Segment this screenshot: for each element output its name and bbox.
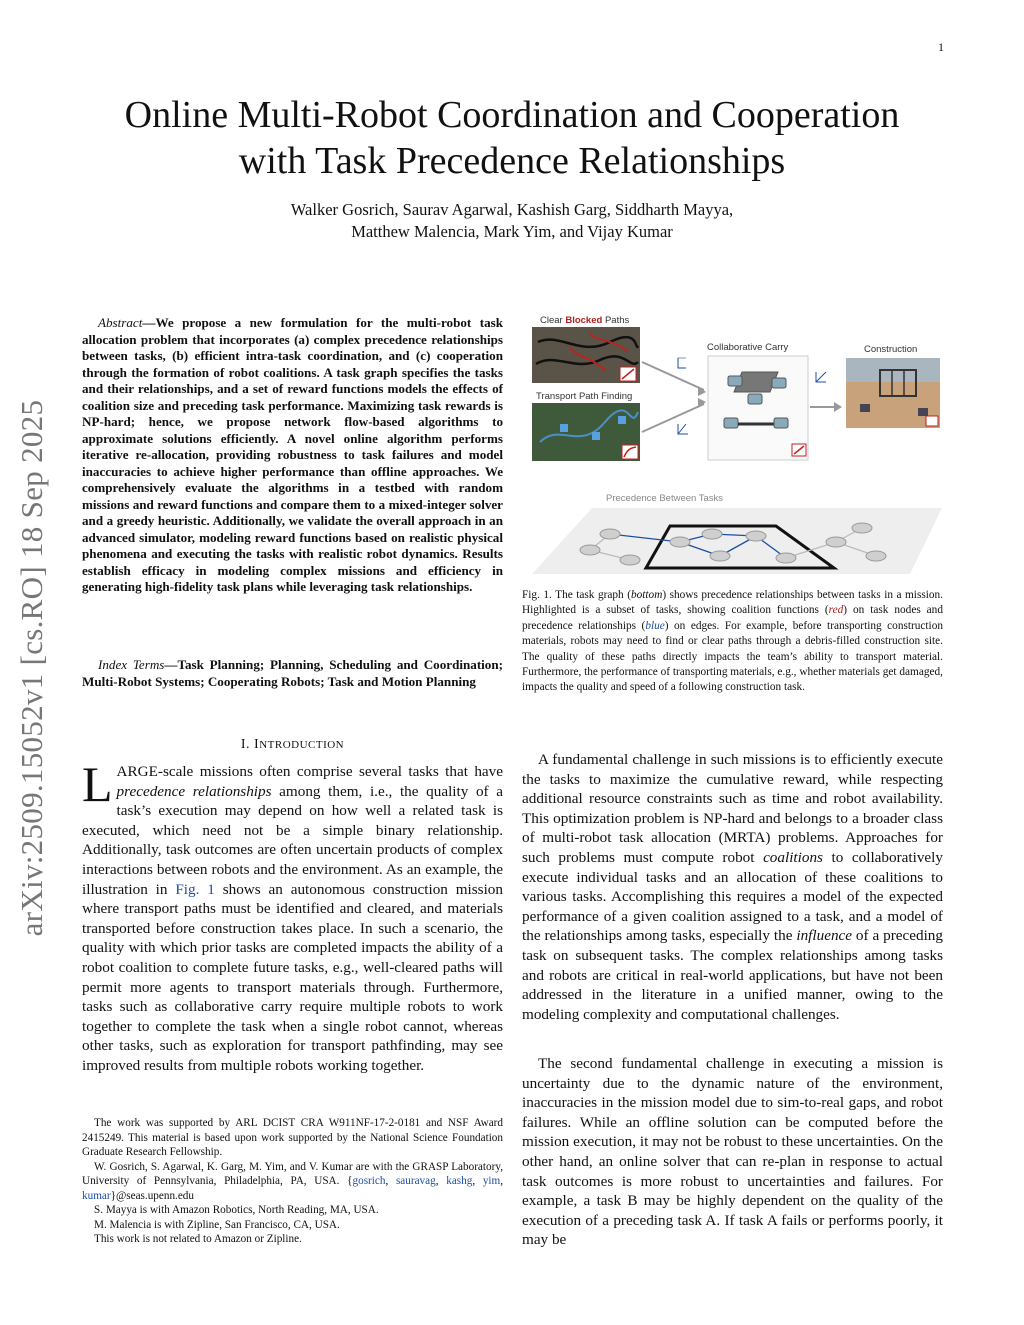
robot-icon (728, 376, 742, 386)
figure-reference-link[interactable]: Fig. 1 (175, 880, 215, 898)
figure-1 (530, 312, 942, 574)
intro-emphasis: precedence relationships (116, 782, 272, 800)
index-terms (82, 657, 503, 690)
footnotes (82, 1116, 503, 1247)
author-list (60, 199, 964, 243)
index-terms-label: Index Terms (98, 657, 165, 672)
title-line-1: Online Multi-Robot Coordination and Cooperation (124, 94, 900, 136)
paper-title (60, 92, 964, 184)
caption-text-3: ) on task nodes and precedence relationships ( (522, 604, 943, 632)
body-paragraph-1 (522, 750, 943, 1024)
intro-text-2: among them, i.e., the quality of a task’s execution may depend on how well a related task is executed, which need not be a simple binary relationship. Additionally, task outcomes are often uncertain products of complex interactions between robots and the environment. As an example, the illustration in (82, 782, 503, 898)
section-title-rest: NTRODUCTION (259, 739, 345, 751)
arrow (642, 404, 704, 432)
authors-line-1: Walker Gosrich, Saurav Agarwal, Kashish Garg, Siddharth Mayya, (290, 200, 734, 219)
email-link[interactable]: kumar (82, 1189, 111, 1202)
robot-icon (774, 418, 788, 428)
footnote-funding: The work was supported by ARL DCIST CRA W911NF-17-2-0181 and NSF Award 2415249. This material is based upon work supported by the National Science Foundation Graduate Research Fellowship. (82, 1117, 503, 1158)
drop-cap: L (82, 756, 113, 812)
intro-text-3: shows an autonomous construction mission where transport paths must be identified and cleared, and materials transported before construction takes place. In such a scenario, the quality with which prior tasks are completed impacts the ability of a robot coalition to complete future tasks, e.g., well-cleared paths will permit more agents to transport materials through. Furthermore, tasks such as collaborative carry require multiple robots to work together to complete the task when a single robot cannot, whereas other tasks, such as exploration for transport pathfinding, may see improved results from multiple robots working together. (82, 880, 503, 1074)
precedence-icon (816, 372, 826, 382)
label-carry: Collaborative Carry (707, 342, 789, 353)
email-link[interactable]: yim (482, 1175, 501, 1187)
caption-text-2: ) shows precedence relationships between tasks in a mission. Highlighted is a subset of tasks, showing coalition functions ( (522, 589, 943, 617)
body-emphasis-influence: influence (796, 927, 853, 945)
robot-icon (772, 378, 786, 388)
robot-icon (748, 394, 762, 404)
figure-caption (522, 588, 943, 696)
footnote-malencia: M. Malencia is with Zipline, San Francisco, CA, USA. (94, 1218, 340, 1231)
email-link[interactable]: kashg (446, 1175, 473, 1187)
email-domain: }@seas.upenn.edu (110, 1189, 194, 1202)
index-terms-text: —Task Planning; Planning, Scheduling and Coordination; Multi-Robot Systems; Cooperating Robots; Task and Motion Planning (82, 657, 504, 689)
page-number: 1 (938, 40, 944, 54)
caption-emphasis-bottom: bottom (630, 589, 663, 601)
robot-marker (560, 424, 568, 432)
coalition-function-icon (926, 416, 938, 426)
figure-illustration (530, 312, 942, 574)
arrow (642, 362, 704, 390)
arxiv-stamp-text: arXiv:2509.15052v1 [cs.RO] 18 Sep 2025 (14, 399, 49, 937)
abstract (82, 315, 503, 596)
title-line-2: with Task Precedence Relationships (238, 140, 786, 182)
abstract-label: Abstract (98, 315, 143, 330)
arxiv-stamp (6, 376, 58, 960)
arrow-head (698, 386, 706, 396)
section-heading (82, 737, 503, 753)
email-link[interactable]: sauravag (395, 1175, 436, 1187)
footnote-mayya: S. Mayya is with Amazon Robotics, North Reading, MA, USA. (94, 1204, 379, 1216)
label-precedence: Precedence Between Tasks (606, 493, 724, 504)
robot-marker (618, 416, 626, 424)
intro-paragraph (82, 756, 503, 1076)
precedence-icon (678, 358, 686, 368)
abstract-text: —We propose a new formulation for the multi-robot task allocation problem that incorporates (a) complex precedence relationships between tasks, (b) efficient intra-task coordination, and (c) cooperation through the formation of robot coalitions. A task graph specifies the tasks and their relationships, and a set of reward functions models the effects of coalition size and preceding task performance. Maximizing task rewards is NP-hard; hence, we propose network flow-based algorithms to approximate solutions efficiently. A novel online algorithm performs iterative re-allocation, providing robustness to task failures and model inaccuracies to achieve higher performance than offline approaches. We comprehensively evaluate the algorithms in a testbed with random missions and reward functions and compare them to a mixed-integer solver and a greedy heuristic. Additionally, we validate the overall approach in an advanced simulator, modeling reward functions based on realistic physical phenomena and executing the tasks with realistic robot dynamics. Results establish efficacy in modeling complex missions and efficiency in generating high-fidelity task plans while leveraging task relationships. (82, 315, 503, 594)
body-text-2: to collaboratively execute individual tasks and an allocation of these coalitions to various tasks. Accomplishing this requires a model of the expected performance of a given coalition assigned to a task, and a model of the relationships among tasks, especially the (522, 848, 943, 945)
intro-text-1: ARGE-scale missions often comprise several tasks that have (116, 763, 503, 780)
body-text-1: A fundamental challenge in such missions is to efficiently execute the tasks to maximize the cumulative reward, while respecting additional resource constraints such as time and robot availability. This optimization problem is NP-hard and belongs to a broader class of multi-robot task allocation (MRTA) problems. Approaches for such problems must compute robot (522, 751, 943, 866)
precedence-icon (678, 358, 686, 368)
robot-icon (860, 404, 870, 412)
body-paragraph-2: The second fundamental challenge in executing a mission is uncertainty due to the dynamic nature of the environment, inaccuracies in the mission model due to sim-to-real gaps, and robot failures. While an offline solution can be computed before the mission execution, it may not be robust to these uncertainties. On the other hand, an online solver that can re-plan in response to actual task outcomes is more robust to uncertainties and failures. For example, a task B may be highly dependent on the quality of the execution of a preceding task A. If task A fails or performs poorly, it may be (522, 1055, 943, 1249)
section-numeral: I. (240, 737, 255, 752)
body-text-3: of a preceding task on subsequent tasks. The complex relationships among tasks and robots are critical in real-world applications, but have not been addressed in the literature in a unified manner, owing to the modeling complexity and computational challenges. (522, 927, 943, 1023)
footnote-disclaimer: This work is not related to Amazon or Zipline. (94, 1233, 302, 1245)
arrow-head (834, 402, 842, 412)
email-brace-open: { (347, 1175, 353, 1187)
email-link[interactable]: gosrich (352, 1175, 386, 1187)
body-emphasis-coalitions: coalitions (763, 848, 823, 866)
label-clear-paths: Clear Blocked Paths (540, 315, 630, 326)
label-transport: Transport Path Finding (536, 391, 633, 402)
caption-emphasis-red: red (828, 604, 844, 617)
footnote-affiliation-penn: W. Gosrich, S. Agarwal, K. Garg, M. Yim, and V. Kumar are with the GRASP Laboratory, University of Pennsylvania, Philadelphia, PA, USA. {gosrich, sauravag, kashg, yim, kumar}@seas.upenn.edu (82, 1160, 504, 1202)
footnote-affiliation-text: W. Gosrich, S. Agarwal, K. Garg, M. Yim, and V. Kumar are with the GRASP Laboratory, University of Pennsylvania, Philadelphia, PA, USA. (82, 1160, 503, 1187)
caption-emphasis-blue: blue (645, 619, 665, 632)
section-title-first: I (254, 737, 260, 752)
precedence-icon (678, 424, 686, 434)
task-graph-plane (532, 508, 942, 574)
caption-text-4: ) on edges. For example, before transporting construction materials, robots may need to find or clear paths through a debris-filled construction site. The quality of these paths directly impacts the team’s ability to transport material. Furthermore, the performance of transporting materials, e.g., whether materials get damaged, impacts the quality and speed of a following construction task. (522, 619, 943, 694)
robot-icon (724, 418, 738, 428)
authors-line-2: Matthew Malencia, Mark Yim, and Vijay Kumar (351, 222, 673, 241)
caption-text-1: Fig. 1. The task graph ( (522, 589, 631, 601)
label-construction: Construction (864, 344, 918, 355)
robot-marker (592, 432, 600, 440)
robot-icon (918, 408, 928, 416)
arrow-head (698, 398, 706, 408)
